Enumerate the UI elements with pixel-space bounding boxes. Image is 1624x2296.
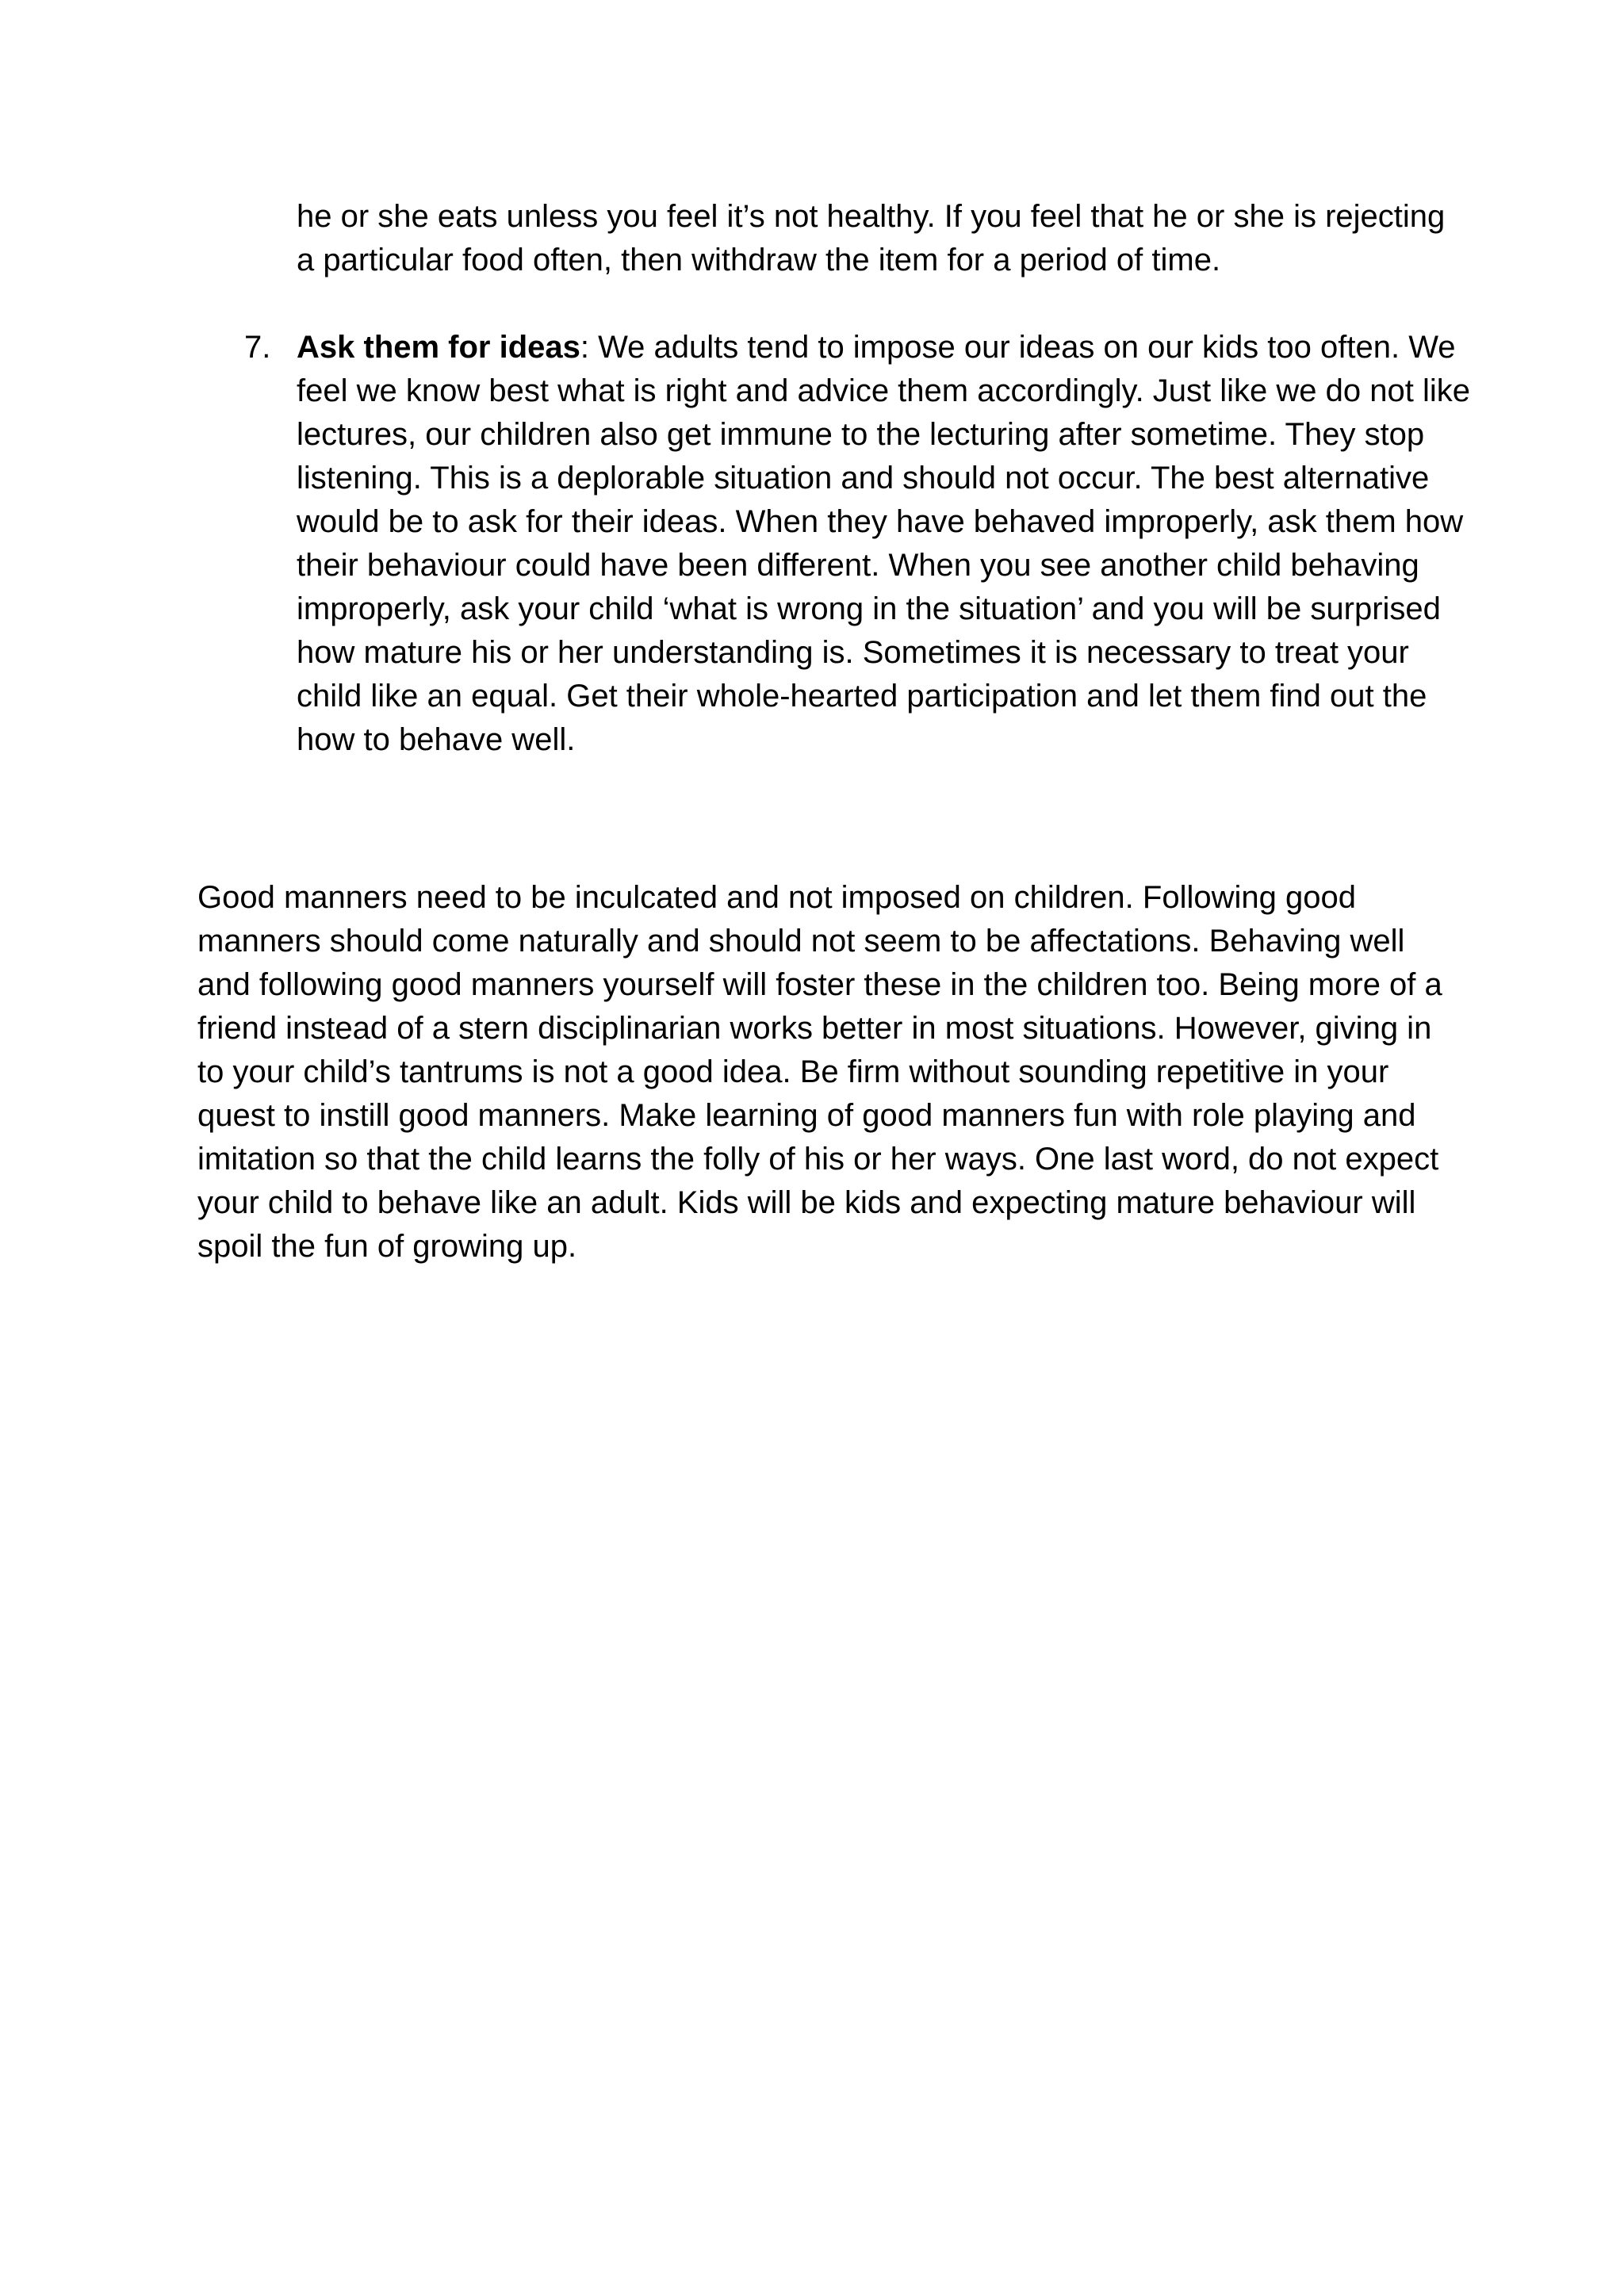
list-item-ask-for-ideas [244,326,1470,762]
conclusion-paragraph: Good manners need to be inculcated and not imposed on children. Following good manners should come naturally and should not seem to be affectations. Behaving well and following good manners yourself will foster these in the children too. Being more of a friend instead of a stern disciplinarian works better in most situations. However, giving in to your child’s tantrums is not a good idea. Be firm without sounding repetitive in your quest to instill good manners. Make learning of good manners fun with role playing and imitation so that the child learns the folly of his or her ways. One last word, do not expect your child to behave like an adult. Kids will be kids and expecting mature behaviour will spoil the fun of growing up. [197,880,1442,1264]
list-item-number: 7. [244,330,271,365]
list-item-body: : We adults tend to impose our ideas on our kids too often. We feel we know best what is right and advice them accordingly. Just like we do not like lectures, our children also get immune to the lecturing after sometime. They stop listening. This is a deplorable situation and should not occur. The best alternative would be to ask for their ideas. When they have behaved improperly, ask them how their behaviour could have been different. When you see another child behaving improperly, ask your child ‘what is wrong in the situation’ and you will be surprised how mature his or her understanding is. Sometimes it is necessary to treat your child like an equal. Get their whole-hearted participation and let them find out the how to behave well. [297,330,1470,757]
list-item-title: Ask them for ideas [297,330,580,365]
continuation-paragraph: he or she eats unless you feel it’s not healthy. If you feel that he or she is rejecting a particular food often, then withdraw the item for a period of time. [297,199,1446,277]
